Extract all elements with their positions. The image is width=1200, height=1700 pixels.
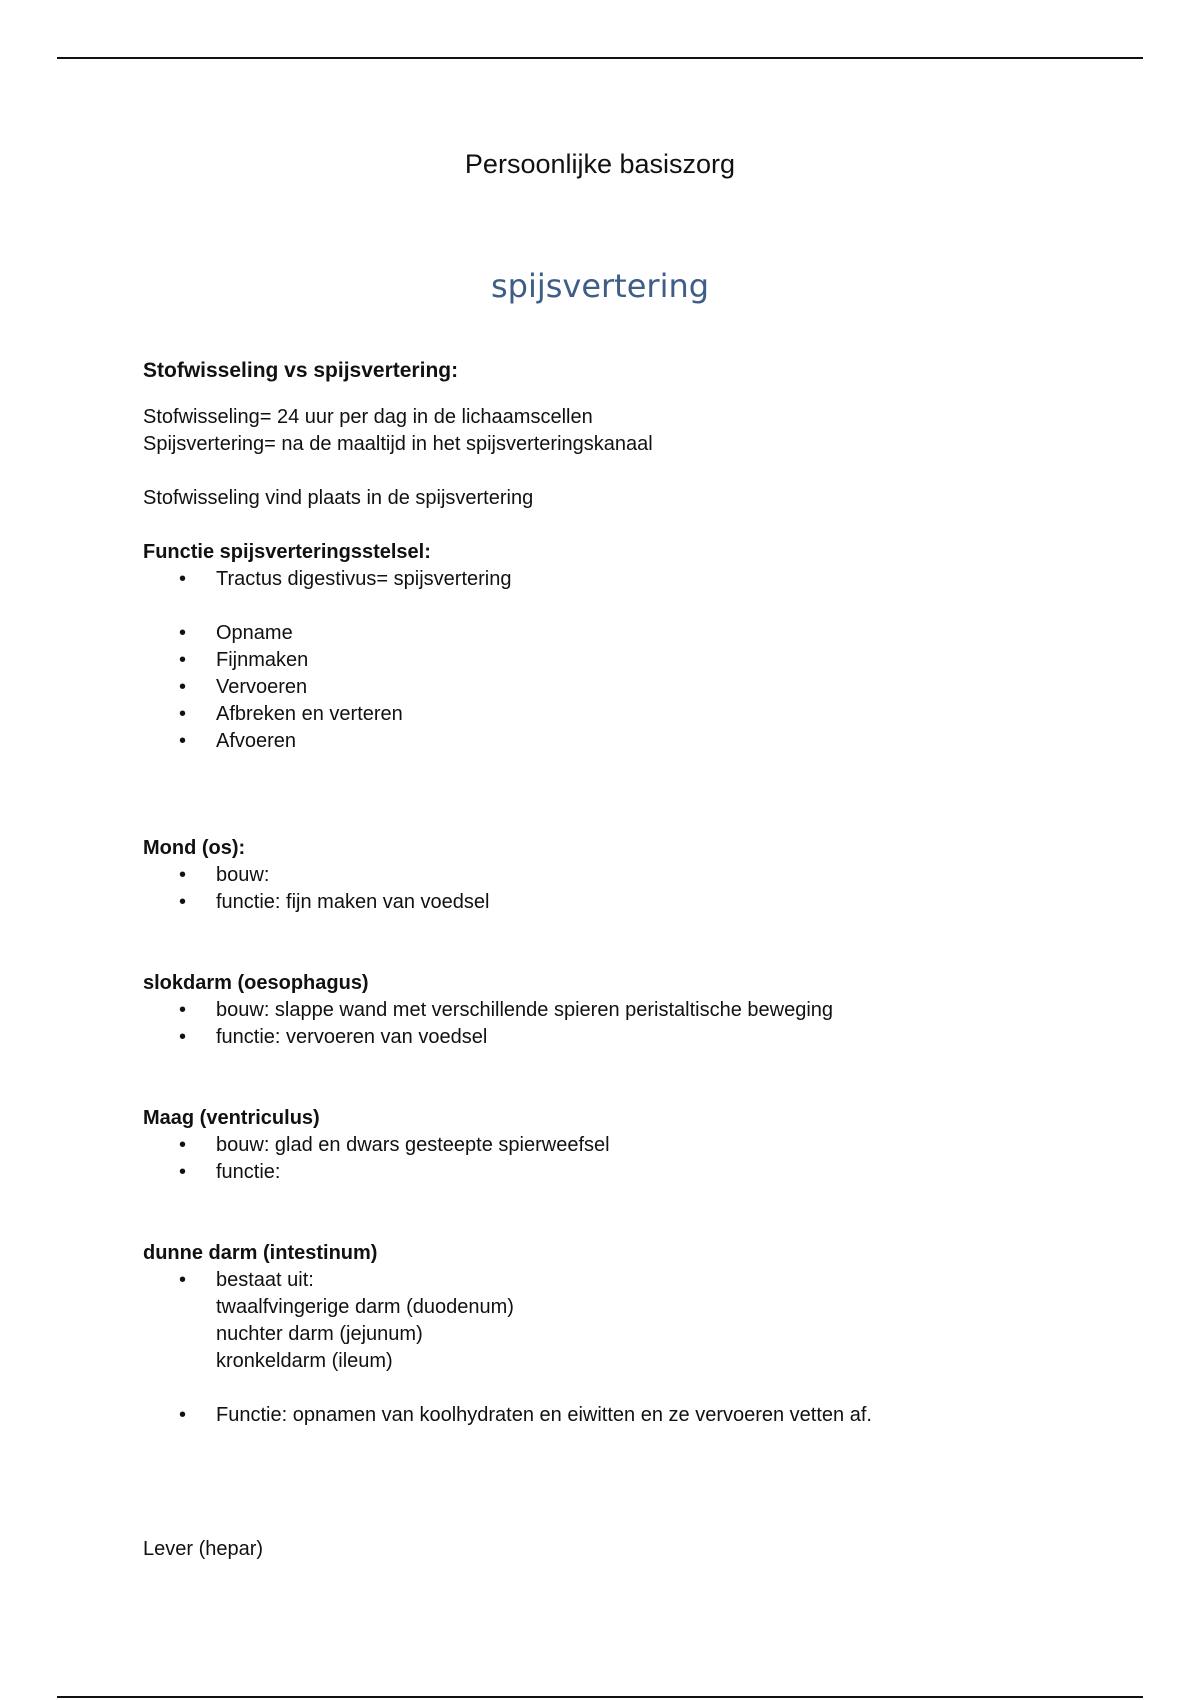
section-title-dunne-darm: dunne darm (intestinum) (143, 1242, 378, 1264)
list-item: • Functie: opnamen van koolhydraten en eiwitten en ze vervoeren vetten af. (143, 1402, 1103, 1429)
header-rule (57, 57, 1143, 59)
document-heading: spijsvertering (490, 267, 710, 305)
bullet-icon: • (179, 1404, 187, 1426)
list-item: • functie: (143, 1159, 1103, 1186)
list-item: • Fijnmaken (143, 647, 1103, 674)
bullet-icon: • (179, 999, 187, 1021)
bullet-icon: • (179, 676, 187, 698)
section-title-lever: Lever (hepar) (143, 1538, 264, 1560)
list-item: • bouw: slappe wand met verschillende spieren peristaltische beweging (143, 997, 1103, 1024)
bullet-icon: • (179, 1026, 187, 1048)
document-title: Persoonlijke basiszorg (464, 149, 736, 179)
bullet-icon: • (179, 1161, 187, 1183)
section-title-mond: Mond (os): (143, 837, 246, 859)
stofwisseling-note: Stofwisseling vind plaats in de spijsvertering (143, 487, 534, 509)
section-title-slokdarm: slokdarm (oesophagus) (143, 972, 369, 994)
spijsvertering-line: Spijsvertering= na de maaltijd in het spijsverteringskanaal (143, 433, 653, 455)
list-item: • Opname (143, 620, 1103, 647)
stofwisseling-line: Stofwisseling= 24 uur per dag in de lichaamscellen (143, 406, 593, 428)
bullet-icon: • (179, 1134, 187, 1156)
dunne-darm-list (143, 1267, 1103, 1375)
sub-line: kronkeldarm (ileum) (216, 1350, 393, 1372)
list-item: • bouw: (143, 862, 1103, 889)
footer-rule (57, 1696, 1143, 1698)
section-title-stofwisseling: Stofwisseling vs spijsvertering: (143, 359, 459, 382)
list-item: • Afvoeren (143, 728, 1103, 755)
list-item: • bouw: glad en dwars gesteepte spierweefsel (143, 1132, 1103, 1159)
list-item: • functie: vervoeren van voedsel (143, 1024, 1103, 1051)
bullet-icon: • (179, 622, 187, 644)
sub-line: nuchter darm (jejunum) (216, 1323, 423, 1345)
sub-line: twaalfvingerige darm (duodenum) (216, 1296, 514, 1318)
bullet-icon: • (179, 891, 187, 913)
slokdarm-list (143, 997, 1103, 1051)
section-title-maag: Maag (ventriculus) (143, 1107, 320, 1129)
list-item: • Afbreken en verteren (143, 701, 1103, 728)
document-body (143, 357, 1103, 1563)
list-item: • functie: fijn maken van voedsel (143, 889, 1103, 916)
maag-list (143, 1132, 1103, 1186)
bullet-icon: • (179, 649, 187, 671)
bullet-icon: • (179, 703, 187, 725)
bullet-icon: • (179, 864, 187, 886)
bullet-icon: • (179, 568, 187, 590)
mond-list (143, 862, 1103, 916)
bullet-icon: • (179, 730, 187, 752)
list-item: • Vervoeren (143, 674, 1103, 701)
functie-list (143, 620, 1103, 755)
section-title-functie: Functie spijsverteringsstelsel: (143, 541, 431, 563)
dunne-darm-functie-list (143, 1402, 1103, 1429)
list-item: • bestaat uit: twaalfvingerige darm (duodenum) nuchter darm (jejunum) kronkeldarm (ileum) (143, 1267, 1103, 1375)
bullet-icon: • (179, 1269, 187, 1291)
functie-list-intro (143, 566, 1103, 593)
list-item: • Tractus digestivus= spijsvertering (143, 566, 1103, 593)
